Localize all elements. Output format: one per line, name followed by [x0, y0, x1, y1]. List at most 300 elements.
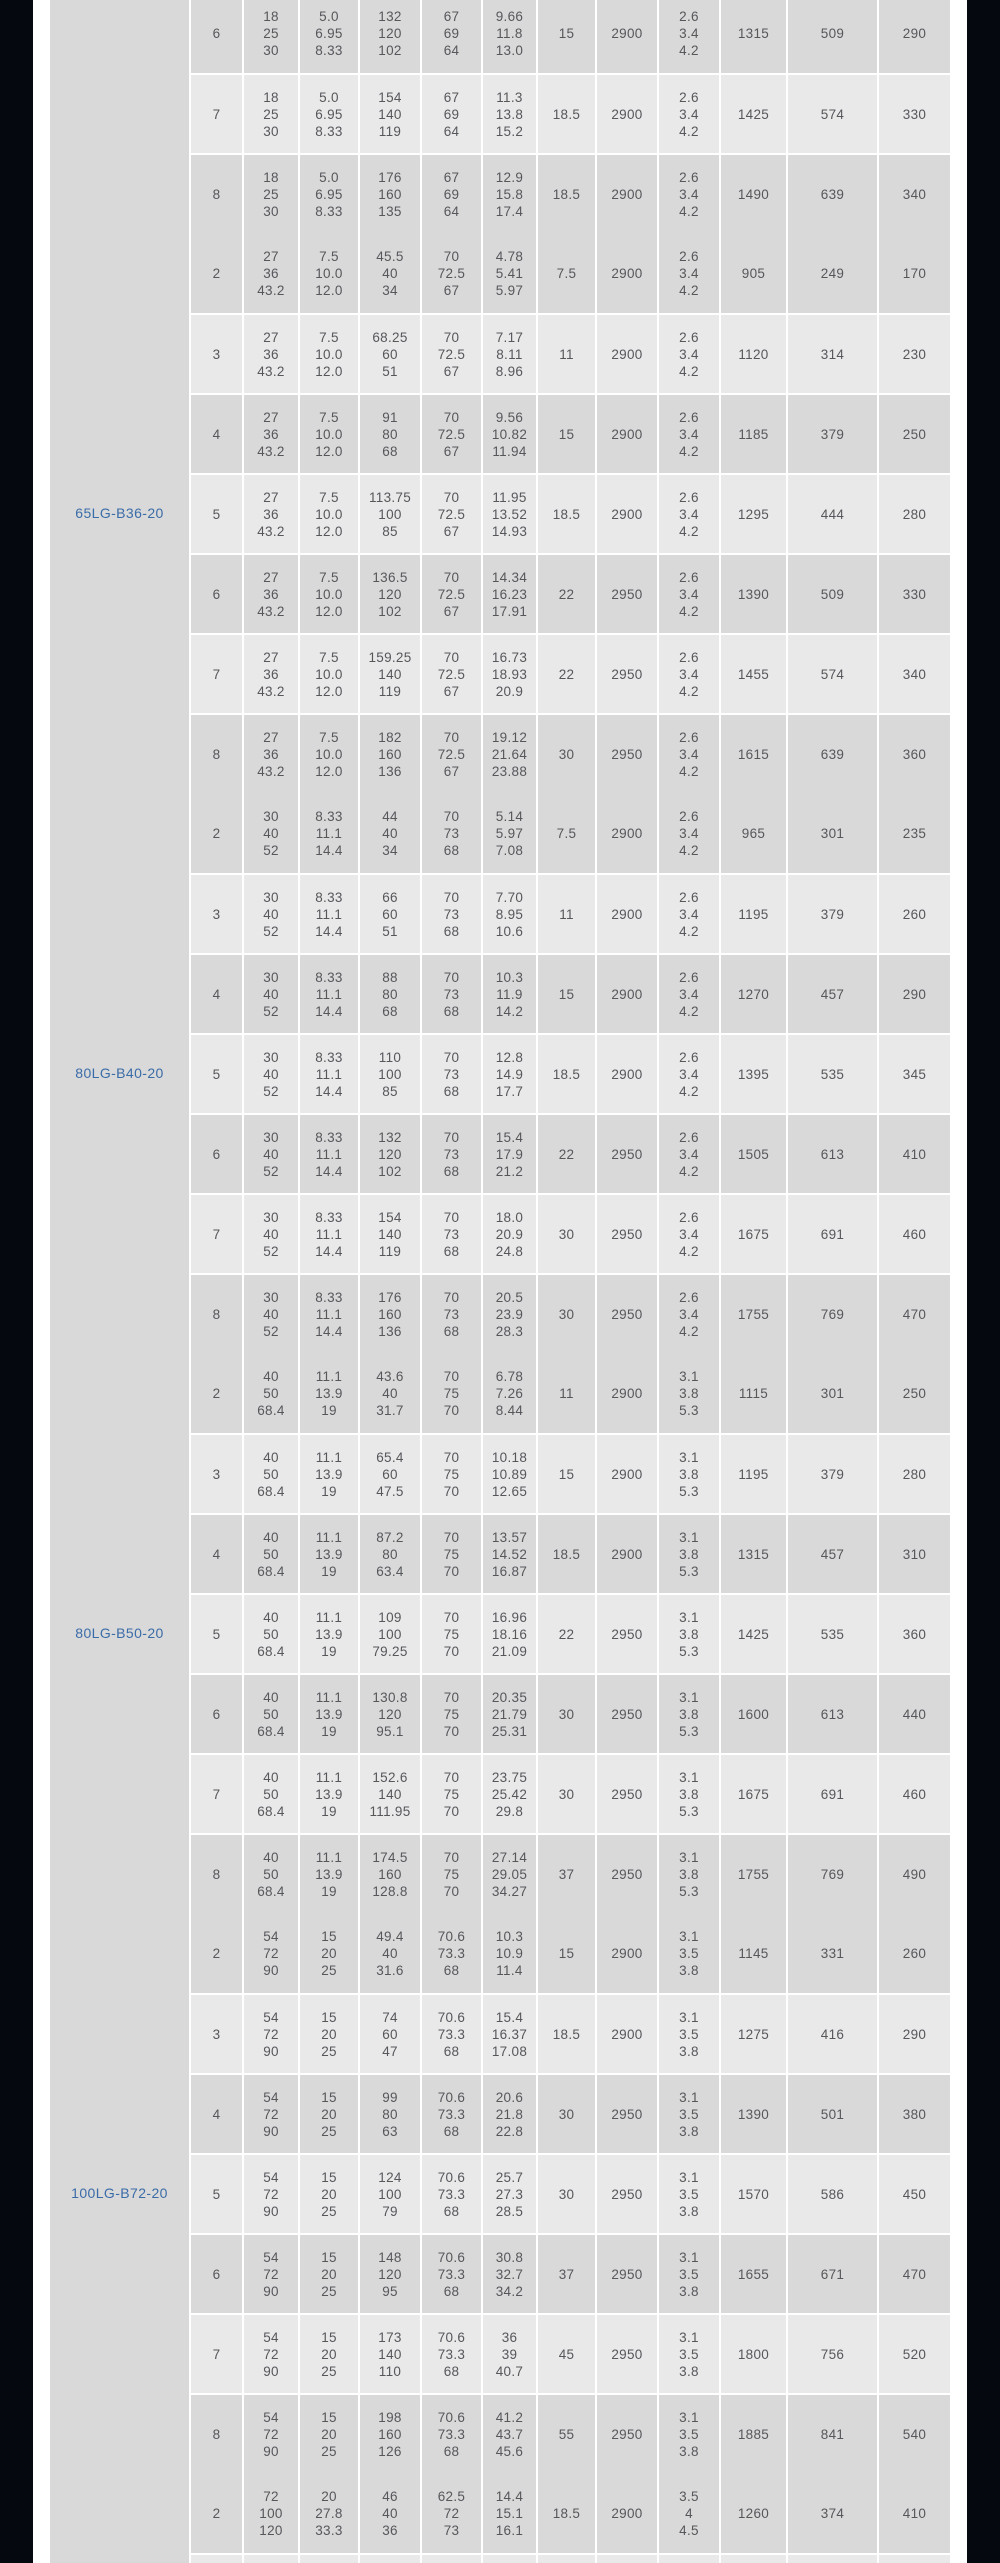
- cell-line: 72.5: [437, 506, 466, 522]
- cell-npsh_m: [657, 2233, 719, 2313]
- cell-line: 109: [378, 1609, 402, 1625]
- cell-line: 2950: [611, 2346, 643, 2362]
- cell-data1: [719, 2393, 786, 2473]
- cell-npsh_m: [657, 2553, 719, 2563]
- cell-line: 15: [558, 25, 575, 41]
- cell-line: 176: [378, 169, 402, 185]
- cell-line: 10.0: [315, 265, 343, 281]
- cell-motor_kw: [536, 1913, 595, 1993]
- cell-line: 20: [321, 2186, 337, 2202]
- cell-line: 14.4: [315, 1163, 343, 1179]
- cell-stage: [189, 1993, 242, 2073]
- cell-line: 535: [820, 1066, 845, 1082]
- cell-head_m: [358, 793, 420, 873]
- cell-motor_kw: [536, 2473, 595, 2553]
- cell-line: 68: [443, 842, 460, 858]
- model-link[interactable]: 100LG-B72-20: [71, 2185, 168, 2201]
- cell-efficiency_pct: [420, 633, 481, 713]
- cell-flow_ls: [298, 0, 358, 73]
- stage-number: 3: [212, 906, 221, 922]
- cell-data1: [719, 1593, 786, 1673]
- cell-line: 3.8: [679, 1546, 699, 1562]
- cell-line: 2900: [611, 2505, 643, 2521]
- cell-npsh_m: [657, 1273, 719, 1353]
- cell-flow_m3h: [242, 2473, 298, 2553]
- cell-line: 148: [378, 2249, 402, 2265]
- cell-line: 70.6: [437, 2249, 466, 2265]
- cell-line: 1315: [737, 25, 770, 41]
- cell-data3: [877, 2153, 950, 2233]
- cell-line: 20.9: [495, 683, 524, 699]
- cell-line: 15: [558, 426, 575, 442]
- cell-line: 40: [382, 2505, 398, 2521]
- cell-line: 30: [558, 1706, 575, 1722]
- cell-line: 3.4: [679, 186, 699, 202]
- cell-flow_ls: [298, 393, 358, 473]
- cell-shaft_power_kw: [481, 2473, 536, 2553]
- cell-line: 72.5: [437, 666, 466, 682]
- model-cell: [50, 1353, 189, 1913]
- cell-line: 2900: [611, 426, 643, 442]
- cell-line: 2900: [611, 1945, 643, 1961]
- cell-line: 73.3: [437, 2346, 466, 2362]
- cell-head_m: [358, 1673, 420, 1753]
- cell-line: 4.2: [679, 842, 699, 858]
- cell-shaft_power_kw: [481, 313, 536, 393]
- cell-motor_kw: [536, 2553, 595, 2563]
- cell-line: 79.25: [372, 1643, 408, 1659]
- cell-data3: [877, 2553, 950, 2563]
- cell-line: 15: [321, 2089, 337, 2105]
- cell-line: 72: [443, 2505, 460, 2521]
- cell-stage: [189, 873, 242, 953]
- cell-line: 3.5: [679, 1945, 699, 1961]
- cell-line: 3.4: [679, 1306, 699, 1322]
- cell-line: 28.5: [495, 2203, 524, 2219]
- cell-line: 360: [902, 746, 927, 762]
- model-cell: [50, 2473, 189, 2563]
- cell-flow_m3h: [242, 1033, 298, 1113]
- cell-line: 40: [263, 986, 279, 1002]
- cell-line: 73: [443, 906, 460, 922]
- cell-line: 3.4: [679, 1226, 699, 1242]
- cell-motor_kw: [536, 1273, 595, 1353]
- cell-data2: [786, 313, 877, 393]
- cell-data3: [877, 313, 950, 393]
- cell-data2: [786, 1513, 877, 1593]
- cell-line: 2950: [611, 1866, 643, 1882]
- cell-line: 671: [820, 2266, 845, 2282]
- cell-line: 54: [263, 1928, 279, 1944]
- cell-data2: [786, 1113, 877, 1193]
- cell-line: 120: [378, 1706, 402, 1722]
- cell-line: 18.0: [495, 1209, 524, 1225]
- cell-line: 128.8: [372, 1883, 408, 1899]
- cell-line: 2.6: [679, 248, 699, 264]
- cell-line: 22: [558, 1146, 575, 1162]
- cell-line: 12.0: [315, 282, 343, 298]
- cell-line: 68: [443, 1323, 460, 1339]
- cell-line: 30: [263, 1129, 279, 1145]
- cell-line: 3.1: [679, 2089, 699, 2105]
- cell-data1: [719, 873, 786, 953]
- cell-line: 40: [263, 1226, 279, 1242]
- cell-line: 2.6: [679, 569, 699, 585]
- cell-line: 70: [443, 1689, 460, 1705]
- cell-line: 40: [263, 1769, 279, 1785]
- cell-line: 36: [263, 666, 279, 682]
- cell-line: 22.8: [495, 2123, 524, 2139]
- cell-line: 30: [263, 42, 279, 58]
- cell-line: 160: [378, 186, 402, 202]
- cell-line: 613: [820, 1706, 845, 1722]
- cell-stage: [189, 1513, 242, 1593]
- cell-line: 2900: [611, 186, 643, 202]
- cell-line: 2.6: [679, 489, 699, 505]
- cell-line: 4.2: [679, 203, 699, 219]
- cell-line: 75: [443, 1706, 460, 1722]
- model-link[interactable]: 80LG-B50-20: [75, 1625, 164, 1641]
- cell-line: 44: [382, 808, 398, 824]
- cell-line: 17.08: [491, 2043, 528, 2059]
- stage-number: 5: [212, 1066, 221, 1082]
- cell-line: 30: [558, 1786, 575, 1802]
- cell-line: 75: [443, 1385, 460, 1401]
- cell-line: 51: [382, 923, 398, 939]
- spec-row-stage-2: [50, 1913, 950, 1993]
- cell-motor_kw: [536, 2393, 595, 2473]
- cell-head_m: [358, 153, 420, 233]
- cell-line: 30: [558, 2106, 575, 2122]
- cell-line: 2900: [611, 986, 643, 1002]
- cell-line: 73.3: [437, 2186, 466, 2202]
- cell-flow_ls: [298, 2473, 358, 2553]
- cell-stage: [189, 0, 242, 73]
- cell-line: 5.3: [679, 1723, 699, 1739]
- cell-line: 140: [378, 2346, 402, 2362]
- cell-line: 7.5: [319, 729, 339, 745]
- cell-flow_m3h: [242, 1833, 298, 1913]
- cell-line: 20.9: [495, 1226, 524, 1242]
- cell-line: 17.7: [495, 1083, 524, 1099]
- cell-line: 9.56: [495, 409, 524, 425]
- model-link[interactable]: 80LG-B40-20: [75, 1065, 164, 1081]
- cell-line: 72: [263, 2346, 279, 2362]
- cell-efficiency_pct: [420, 713, 481, 793]
- cell-motor_kw: [536, 1833, 595, 1913]
- cell-line: 470: [902, 1306, 927, 1322]
- cell-npsh_m: [657, 1753, 719, 1833]
- cell-shaft_power_kw: [481, 1433, 536, 1513]
- cell-data2: [786, 953, 877, 1033]
- cell-line: 14.4: [315, 1243, 343, 1259]
- cell-flow_m3h: [242, 953, 298, 1033]
- cell-line: 8.33: [315, 889, 343, 905]
- cell-line: 3.4: [679, 825, 699, 841]
- cell-line: 3.1: [679, 2169, 699, 2185]
- stage-number: 2: [212, 1945, 221, 1961]
- cell-data2: [786, 1673, 877, 1753]
- cell-line: 47: [382, 2043, 398, 2059]
- cell-line: 40: [382, 1385, 398, 1401]
- cell-data3: [877, 1593, 950, 1673]
- cell-shaft_power_kw: [481, 1993, 536, 2073]
- cell-line: 24.8: [495, 1243, 524, 1259]
- cell-line: 331: [820, 1945, 845, 1961]
- cell-line: 15: [321, 2329, 337, 2345]
- cell-line: 4.2: [679, 923, 699, 939]
- cell-line: 379: [820, 1466, 845, 1482]
- cell-line: 380: [902, 2106, 927, 2122]
- cell-line: 2900: [611, 25, 643, 41]
- cell-line: 52: [263, 1243, 279, 1259]
- cell-line: 3.8: [679, 2363, 699, 2379]
- cell-data1: [719, 793, 786, 873]
- cell-npsh_m: [657, 1833, 719, 1913]
- cell-line: 3.5: [679, 2426, 699, 2442]
- cell-shaft_power_kw: [481, 1353, 536, 1433]
- cell-flow_ls: [298, 473, 358, 553]
- cell-line: 7.5: [556, 825, 577, 841]
- cell-line: 15: [558, 1466, 575, 1482]
- cell-stage: [189, 233, 242, 313]
- cell-line: 28.3: [495, 1323, 524, 1339]
- cell-line: 88: [382, 969, 398, 985]
- cell-data2: [786, 393, 877, 473]
- cell-shaft_power_kw: [481, 2153, 536, 2233]
- cell-line: 7.5: [319, 409, 339, 425]
- cell-motor_kw: [536, 1113, 595, 1193]
- cell-flow_m3h: [242, 1513, 298, 1593]
- cell-npsh_m: [657, 1593, 719, 1673]
- cell-line: 3.1: [679, 1609, 699, 1625]
- cell-efficiency_pct: [420, 0, 481, 73]
- cell-data1: [719, 313, 786, 393]
- cell-line: 15.8: [495, 186, 524, 202]
- cell-line: 8.33: [315, 1289, 343, 1305]
- cell-line: 87.2: [376, 1529, 404, 1545]
- cell-data3: [877, 553, 950, 633]
- cell-line: 10.89: [491, 1466, 528, 1482]
- cell-line: 21.8: [495, 2106, 524, 2122]
- cell-flow_ls: [298, 1273, 358, 1353]
- cell-stage: [189, 1033, 242, 1113]
- cell-line: 7.08: [495, 842, 524, 858]
- stage-number: 7: [212, 106, 221, 122]
- cell-flow_ls: [298, 233, 358, 313]
- cell-line: 509: [820, 25, 845, 41]
- cell-efficiency_pct: [420, 1193, 481, 1273]
- cell-line: 11.1: [315, 1849, 343, 1865]
- cell-line: 19.12: [491, 729, 528, 745]
- cell-line: 3.8: [679, 1786, 699, 1802]
- cell-line: 18.5: [552, 1066, 581, 1082]
- cell-line: 111.95: [369, 1803, 411, 1819]
- cell-line: 841: [820, 2426, 845, 2442]
- cell-head_m: [358, 1593, 420, 1673]
- cell-line: 80: [382, 986, 398, 1002]
- cell-line: 70: [443, 1209, 460, 1225]
- cell-line: 20: [321, 2026, 337, 2042]
- cell-line: 20.6: [495, 2089, 524, 2105]
- cell-line: 6.95: [315, 186, 343, 202]
- cell-line: 12.9: [495, 169, 524, 185]
- stage-number: 2: [212, 2505, 221, 2521]
- cell-line: 490: [902, 1866, 927, 1882]
- cell-line: 4: [685, 2505, 693, 2521]
- cell-line: 3.1: [679, 1368, 699, 1384]
- cell-line: 30: [558, 746, 575, 762]
- cell-data1: [719, 713, 786, 793]
- cell-line: 18.5: [552, 106, 581, 122]
- cell-line: 30: [558, 2186, 575, 2202]
- cell-motor_kw: [536, 0, 595, 73]
- cell-line: 5.0: [319, 89, 339, 105]
- cell-line: 14.4: [315, 1083, 343, 1099]
- cell-line: 140: [378, 1786, 402, 1802]
- cell-efficiency_pct: [420, 1593, 481, 1673]
- cell-line: 95: [382, 2283, 398, 2299]
- cell-head_m: [358, 393, 420, 473]
- cell-line: 3.8: [679, 2283, 699, 2299]
- cell-line: 2950: [611, 746, 643, 762]
- cell-line: 4.2: [679, 523, 699, 539]
- cell-shaft_power_kw: [481, 393, 536, 473]
- cell-line: 12.65: [491, 1483, 528, 1499]
- cell-line: 410: [902, 2505, 927, 2521]
- cell-line: 67: [443, 89, 460, 105]
- cell-data1: [719, 953, 786, 1033]
- cell-line: 11: [559, 346, 574, 362]
- cell-shaft_power_kw: [481, 1193, 536, 1273]
- stage-number: 7: [212, 666, 221, 682]
- cell-line: 67: [443, 282, 460, 298]
- cell-flow_m3h: [242, 73, 298, 153]
- cell-line: 67: [443, 763, 460, 779]
- cell-motor_kw: [536, 1513, 595, 1593]
- cell-line: 15: [321, 2169, 337, 2185]
- stage-number: 4: [212, 426, 221, 442]
- cell-line: 3.1: [679, 2249, 699, 2265]
- cell-flow_m3h: [242, 713, 298, 793]
- cell-head_m: [358, 1113, 420, 1193]
- cell-line: 250: [902, 1385, 927, 1401]
- cell-stage: [189, 1913, 242, 1993]
- cell-line: 2950: [611, 2106, 643, 2122]
- stage-number: 5: [212, 2186, 221, 2202]
- cell-line: 1755: [737, 1866, 770, 1882]
- cell-data2: [786, 1593, 877, 1673]
- cell-line: 11.94: [492, 443, 527, 459]
- cell-line: 68.4: [257, 1883, 285, 1899]
- cell-shaft_power_kw: [481, 1033, 536, 1113]
- cell-flow_m3h: [242, 793, 298, 873]
- cell-line: 27: [263, 649, 279, 665]
- cell-line: 1120: [738, 346, 769, 362]
- cell-line: 72.5: [437, 746, 466, 762]
- cell-line: 25: [321, 2443, 337, 2459]
- cell-line: 90: [263, 1962, 279, 1978]
- cell-line: 2900: [611, 1466, 643, 1482]
- cell-line: 29.8: [495, 1803, 524, 1819]
- cell-stage: [189, 2473, 242, 2553]
- cell-speed_rpm: [595, 1273, 657, 1353]
- cell-flow_ls: [298, 1913, 358, 1993]
- cell-flow_ls: [298, 2073, 358, 2153]
- cell-motor_kw: [536, 633, 595, 713]
- cell-line: 11.1: [315, 1449, 343, 1465]
- cell-line: 3.5: [679, 2346, 699, 2362]
- model-link[interactable]: 65LG-B36-20: [75, 505, 164, 521]
- cell-line: 3.1: [679, 1928, 699, 1944]
- cell-line: 574: [820, 666, 845, 682]
- cell-head_m: [358, 2473, 420, 2553]
- cell-data1: [719, 1433, 786, 1513]
- cell-stage: [189, 1193, 242, 1273]
- cell-line: 68.25: [372, 329, 408, 345]
- cell-line: 70: [443, 1529, 460, 1545]
- cell-line: 6.78: [495, 1368, 524, 1384]
- cell-data1: [719, 0, 786, 73]
- cell-data2: [786, 73, 877, 153]
- cell-line: 639: [820, 746, 845, 762]
- cell-efficiency_pct: [420, 1273, 481, 1353]
- cell-line: 73: [443, 986, 460, 1002]
- cell-line: 13.9: [315, 1466, 343, 1482]
- cell-line: 14.4: [315, 1003, 343, 1019]
- cell-head_m: [358, 313, 420, 393]
- cell-line: 119: [378, 683, 402, 699]
- cell-speed_rpm: [595, 2393, 657, 2473]
- cell-line: 1425: [737, 106, 770, 122]
- cell-data3: [877, 953, 950, 1033]
- cell-line: 52: [263, 1083, 279, 1099]
- cell-line: 2900: [611, 825, 643, 841]
- cell-line: 73.3: [437, 2106, 466, 2122]
- cell-head_m: [358, 73, 420, 153]
- cell-line: 160: [378, 2426, 402, 2442]
- cell-data3: [877, 2233, 950, 2313]
- cell-line: 1295: [737, 506, 770, 522]
- cell-line: 19: [321, 1803, 337, 1819]
- cell-stage: [189, 73, 242, 153]
- cell-line: 4.2: [679, 123, 699, 139]
- cell-data3: [877, 2473, 950, 2553]
- cell-npsh_m: [657, 2153, 719, 2233]
- cell-line: 69: [443, 186, 460, 202]
- cell-data1: [719, 2073, 786, 2153]
- cell-npsh_m: [657, 953, 719, 1033]
- cell-line: 70: [443, 808, 460, 824]
- cell-line: 67: [443, 443, 460, 459]
- cell-line: 13.9: [315, 1706, 343, 1722]
- cell-line: 379: [820, 426, 845, 442]
- cell-head_m: [358, 2393, 420, 2473]
- cell-efficiency_pct: [420, 1913, 481, 1993]
- cell-line: 50: [263, 1466, 279, 1482]
- cell-stage: [189, 1673, 242, 1753]
- cell-speed_rpm: [595, 2073, 657, 2153]
- cell-flow_ls: [298, 1993, 358, 2073]
- cell-line: 444: [820, 506, 845, 522]
- cell-stage: [189, 1753, 242, 1833]
- cell-speed_rpm: [595, 2233, 657, 2313]
- stage-number: 6: [212, 1146, 221, 1162]
- cell-line: 8.33: [315, 203, 343, 219]
- cell-line: 235: [902, 825, 927, 841]
- cell-efficiency_pct: [420, 953, 481, 1033]
- cell-data2: [786, 1353, 877, 1433]
